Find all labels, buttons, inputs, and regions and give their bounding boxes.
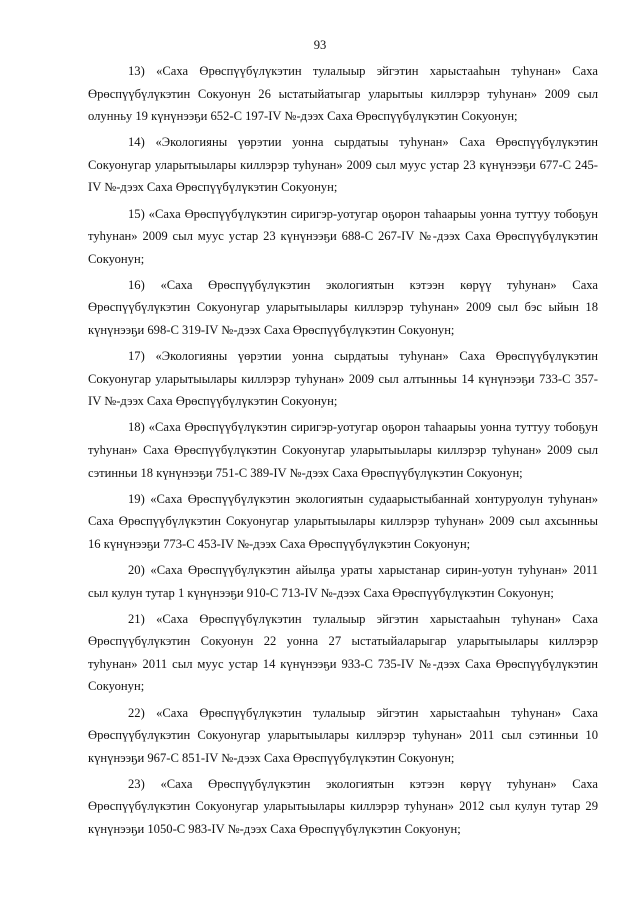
- list-item: 13) «Саха Өрөспүүбүлүкэтин тулалыыр эйгэтин харыстааһын туһунан» Саха Өрөспүүбүлүкэтин Сокуонун 26 ыстатыйатыгар уларытыы киллэрэр туһунан» 2009 сыл олунньу 19 күнүнээҕи 652-С 197-IV №-дээх Саха Өрөспүүбүлүкэтин Сокуонун;: [88, 64, 598, 124]
- list-item: 23) «Саха Өрөспүүбүлүкэтин экологиятын кэтээн көрүү туһунан» Саха Өрөспүүбүлүкэтин Сокуонугар уларытыылары киллэрэр туһунан» 2012 сыл кулун тутар 29 күнүнээҕи 1050-С 983-IV №-дээх Саха Өрөспүүбүлүкэтин Сокуонун;: [88, 776, 598, 836]
- list-item: 17) «Экологияны үөрэтии уонна сырдатыы туһунан» Саха Өрөспүүбүлүкэтин Сокуонугар уларытыылары киллэрэр туһунан» 2009 сыл алтынньы 14 күнүнээҕи 733-С 357-IV №-дээх Саха Өрөспүүбүлүкэтин Сокуонун;: [88, 349, 598, 409]
- page-number: 93: [313, 38, 327, 52]
- list-item: 20) «Саха Өрөспүүбүлүкэтин айылҕа ураты харыстанар сирин-уотун туһунан» 2011 сыл кулун тутар 1 күнүнээҕи 910-С 713-IV №-дээх Саха Өрөспүүбүлүкэтин Сокуонун;: [88, 562, 598, 600]
- list-item: 15) «Саха Өрөспүүбүлүкэтин сиригэр-уотугар оҕорон таһаарыы уонна туттуу тобоҕун туһунан» 2009 сыл муус устар 23 күнүнээҕи 688-С 267-IV №-дээх Саха Өрөспүүбүлүкэтин Сокуонун;: [88, 206, 598, 266]
- list-item: 16) «Саха Өрөспүүбүлүкэтин экологиятын кэтээн көрүү туһунан» Саха Өрөспүүбүлүкэтин Сокуонугар уларытыылары киллэрэр туһунан» 2009 сыл бэс ыйын 18 күнүнээҕи 698-С 319-IV №-дээх Саха Өрөспүүбүлүкэтин Сокуонун;: [88, 277, 598, 338]
- list-item: 22) «Саха Өрөспүүбүлүкэтин тулалыыр эйгэтин харыстааһын туһунан» Саха Өрөспүүбүлүкэтин Сокуонугар уларытыылары киллэрэр туһунан» 2011 сыл сэтинньи 10 күнүнээҕи 967-С 851-IV №-дээх Саха Өрөспүүбүлүкэтин Сокуонун;: [88, 705, 598, 765]
- list-item: 18) «Саха Өрөспүүбүлүкэтин сиригэр-уотугар оҕорон таһаарыы уонна туттуу тобоҕун туһунан» Саха Өрөспүүбүлүкэтин Сокуонугар уларытыылары киллэрэр туһунан» 2009 сыл сэтинньи 18 күнүнээҕи 751-С 389-IV №-дээх Саха Өрөспүүбүлүкэтин Сокуонун;: [88, 420, 598, 480]
- list-item: 19) «Саха Өрөспүүбүлүкэтин экологиятын судаарыстыбаннай хонтуруолун туһунан» Саха Өрөспүүбүлүкэтин Сокуонугар уларытыылары киллэрэр туһунан» 2009 сыл ахсынньы 16 күнүнээҕи 773-С 453-IV №-дээх Саха Өрөспүүбүлүкэтин Сокуонун;: [88, 491, 598, 551]
- document-body: [88, 60, 598, 844]
- list-item: 14) «Экологияны үөрэтии уонна сырдатыы туһунан» Саха Өрөспүүбүлүкэтин Сокуонугар уларытыылары киллэрэр туһунан» 2009 сыл муус устар 23 күнүнээҕи 677-С 245-IV №-дээх Саха Өрөспүүбүлүкэтин Сокуонун;: [88, 135, 598, 195]
- list-item: 21) «Саха Өрөспүүбүлүкэтин тулалыыр эйгэтин харыстааһын туһунан» Саха Өрөспүүбүлүкэтин Сокуонун 22 уонна 27 ыстатыйаларыгар уларытыылары киллэрэр туһунан» 2011 сыл муус устар 14 күнүнээҕи 933-С 735-IV №-дээх Саха Өрөспүүбүлүкэтин Сокуонун;: [88, 611, 598, 694]
